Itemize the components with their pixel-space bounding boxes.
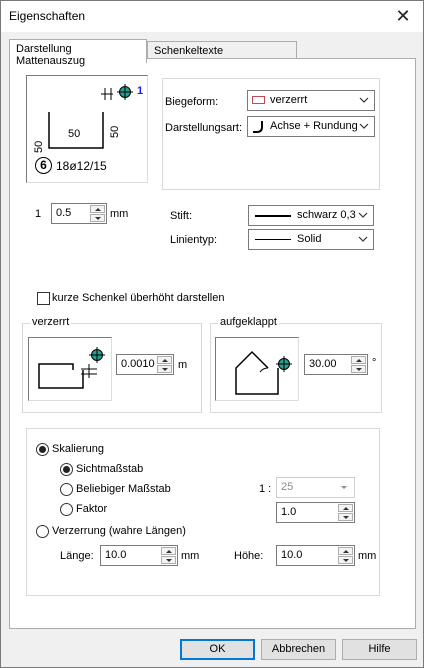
tab-panel [9,58,416,629]
marker-number: 1 [137,85,144,97]
ok-button[interactable]: OK [180,639,255,660]
chevron-down-icon [358,119,370,133]
spin-up-button[interactable] [338,504,353,512]
hoehe-value: 10.0 [281,549,303,561]
darstellungsart-select[interactable] [247,116,375,137]
darstellungsart-value: Achse + Rundung [270,120,358,132]
aufgeklappt-group-title: aufgeklappt [220,316,277,328]
chevron-down-icon [358,93,370,107]
spin-down-button[interactable] [338,513,353,521]
scaling-group [26,428,380,596]
aufgeklappt-unit: ° [372,357,377,369]
faktor-radio[interactable] [60,503,73,516]
linientyp-label: Linientyp: [170,234,218,246]
spin-up-button[interactable] [338,547,353,555]
verzerrung-radio[interactable] [36,525,49,538]
spin-up-button[interactable] [90,205,105,213]
biegeform-value: verzerrt [270,94,308,106]
aufgeklappt-preview [215,337,299,401]
unfolded-shape-drawing [216,338,298,400]
biegeform-select[interactable] [247,90,375,111]
hoehe-unit: mm [358,550,377,562]
spin-up-button[interactable] [157,356,172,364]
close-icon[interactable]: ✕ [395,6,411,26]
faktor-value: 1.0 [281,506,297,518]
spin-down-button[interactable] [157,365,172,373]
aufgeklappt-value: 30.00 [309,358,337,370]
dim-left: 50 [33,140,45,153]
ratio-prefix: 1 : [259,483,272,495]
pen-line-sample [255,215,291,217]
verzerrt-spinner[interactable] [116,354,174,375]
bend-line-icon [252,120,266,134]
kurze-schenkel-checkbox[interactable] [37,292,50,305]
verzerrt-preview [28,337,112,401]
aufgeklappt-spinner[interactable] [304,354,368,375]
help-button[interactable]: Hilfe [342,639,417,660]
stift-value: schwarz 0,3 [297,209,356,221]
laenge-spinner[interactable] [100,545,178,566]
laenge-value: 10.0 [105,549,127,561]
position-number: 6 [40,158,47,172]
skalierung-radio[interactable] [36,443,49,456]
stift-label: Stift: [170,210,193,222]
laenge-label: Länge: [60,550,94,562]
spin-up-button[interactable] [161,547,176,555]
line-type-sample [255,239,291,240]
verzerrung-label: Verzerrung (wahre Längen) [52,525,186,537]
darstellungsart-label: Darstellungsart: [165,122,243,134]
distorted-shape-drawing [29,338,111,400]
verzerrt-value: 0.0010 [121,358,155,370]
ratio-select[interactable] [276,477,355,498]
stift-select[interactable] [248,205,374,226]
dim-right: 50 [109,125,121,138]
laenge-unit: mm [181,550,200,562]
faktor-label: Faktor [76,503,108,515]
verzerrt-unit: m [178,359,188,371]
tab-label: Darstellung Mattenauszug [16,43,86,67]
cancel-button[interactable]: Abbrechen [261,639,336,660]
hoehe-label: Höhe: [234,550,264,562]
position-number-circle [35,157,52,174]
ratio-value: 25 [281,481,294,493]
skalierung-label: Skalierung [52,443,104,455]
hoehe-spinner[interactable] [276,545,355,566]
display-settings-box [162,78,380,190]
faktor-spinner[interactable] [276,502,355,523]
spin-up-button[interactable] [351,356,366,364]
scale-spinner[interactable] [51,203,107,224]
sichtmassstab-label: Sichtmaßstab [76,463,144,475]
kurze-schenkel-label: kurze Schenkel überhöht darstellen [52,292,225,304]
biegeform-icon [252,96,265,104]
linientyp-value: Solid [297,233,322,245]
spin-down-button[interactable] [338,556,353,564]
dialog-title: Eigenschaften [9,9,86,23]
chevron-down-icon [357,232,369,246]
spin-down-button[interactable] [351,365,366,373]
shape-preview [26,75,148,183]
spin-down-button[interactable] [90,214,105,222]
spin-down-button[interactable] [161,556,176,564]
chevron-down-icon [357,208,369,222]
caret-down-icon [338,480,350,494]
title-bar [1,1,423,32]
scale-value: 0.5 [56,207,72,219]
linientyp-select[interactable] [248,229,374,250]
scale-prefix: 1 [35,208,42,220]
tab-darstellung-mattenauszug[interactable] [9,39,147,67]
beliebiger-massstab-radio[interactable] [60,483,73,496]
verzerrt-group-title: verzerrt [32,316,70,328]
beliebiger-massstab-label: Beliebiger Maßstab [76,483,171,495]
sichtmassstab-radio[interactable] [60,463,73,476]
biegeform-label: Biegeform: [165,96,219,108]
scale-unit: mm [110,208,129,220]
tab-label: Schenkeltexte [154,45,224,57]
mat-label: 18ø12/15 [56,159,107,173]
dim-bottom: 50 [68,128,81,140]
